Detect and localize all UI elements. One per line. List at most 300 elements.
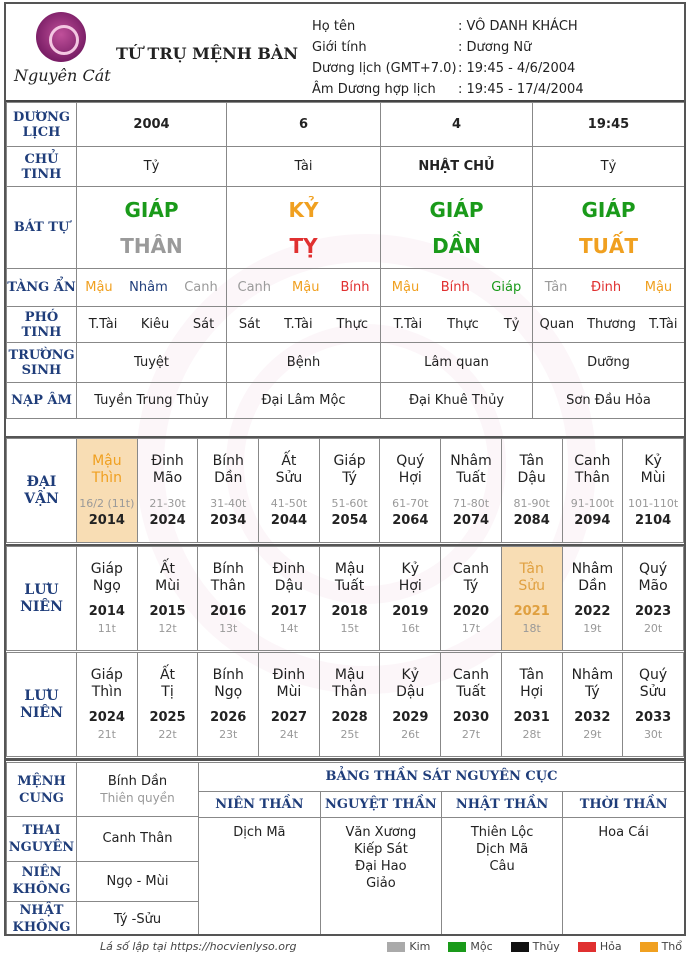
than-sat-entry: Văn Xương [345,824,417,840]
luu-nien-age: 12t [158,621,177,635]
row-label-nap_am: NẠP ÂM [7,383,77,419]
luu-nien-cell[interactable] [380,653,441,757]
hidden-stem: Mậu [292,280,320,295]
pillar-2-bat_tu [381,187,533,269]
pillar-1-truong_sinh: Bệnh [227,343,381,383]
hidden-stem: Mậu [391,280,420,295]
pillar-3-pho_tinh [533,307,685,343]
luu-nien-cell[interactable] [441,653,502,757]
luu-nien-year: 2025 [149,709,186,725]
luu-nien-cell[interactable] [441,547,502,651]
than-sat-col [320,817,441,936]
luu-nien-chi: Sửu [639,683,667,700]
row-label-luu_nien: LƯU NIÊN [7,547,77,651]
pillar-0-pho_tinh [77,307,227,343]
pillar-3-tang_an [533,269,685,307]
legend-swatch [578,942,596,952]
color-legend [369,940,682,953]
footer [0,938,690,958]
row-tang_an [7,269,685,307]
sub-star: Kiêu [140,317,170,332]
luu-nien-cell[interactable] [198,547,259,651]
luu-nien-age: 14t [279,621,299,635]
luu-nien-chi: Hợi [520,683,544,700]
luu-nien-age: 27t [461,727,481,741]
nhat_khong-value [77,901,199,936]
luu-nien-age: 11t [97,621,116,635]
pillar-2-chu_tinh: NHẬT CHỦ [381,147,533,187]
dai-van-year: 2024 [149,512,186,528]
row-truong_sinh [7,343,685,383]
legend-swatch [387,942,405,952]
luu-nien-can: Canh [452,666,490,683]
dai-van-year: 2064 [392,512,429,528]
luu-nien-year: 2017 [270,603,307,619]
menh_cung-text: Bính Dần [107,773,168,789]
thai_nguyen-text: Canh Thân [102,831,173,847]
luu-nien-chi: Mùi [155,577,180,594]
row-label-chu_tinh: CHỦ TINH [7,147,77,187]
luu-nien-cell[interactable] [198,653,259,757]
earthly-branch: TUẤT [578,233,638,258]
info-label: Giới tính [312,40,367,55]
legend-swatch [511,942,529,952]
than-sat-entry: Câu [489,858,515,874]
luu-nien-age: 16t [401,621,420,635]
pillar-1-bat_tu [227,187,381,269]
dai-van-can: Mậu [92,452,122,469]
dai-van-age: 21-30t [149,496,186,510]
than-sat-col-head: NGUYỆT THẦN [320,791,441,817]
row-label-tang_an: TÀNG ẨN [7,269,77,307]
luu-nien-age: 18t [522,621,541,635]
dai-van-chi: Dần [214,469,243,486]
dai-van-can: Ất [281,452,297,469]
luu-nien-age: 29t [583,727,602,741]
luu-nien-year: 2021 [513,603,550,619]
dai-van-cell[interactable] [441,439,502,543]
luu-nien-can: Nhâm [571,666,614,683]
pillar-3-bat_tu [533,187,685,269]
luu-nien-chi: Hợi [398,577,422,594]
luu-nien-cell[interactable] [623,653,684,757]
dai-van-age: 31-40t [210,496,247,510]
hidden-stem: Giáp [491,280,522,295]
pillar-0-nap_am: Tuyền Trung Thủy [77,383,227,419]
pillar-1-chu_tinh: Tài [227,147,381,187]
legend-label: Mộc [470,940,493,953]
luu-nien-can: Bính [212,666,244,683]
heavenly-stem: GIÁP [581,197,636,222]
legend-swatch [640,942,658,952]
dai-van-row [7,439,684,543]
luu-nien-can: Đinh [272,666,306,683]
dai-van-cell[interactable] [198,439,259,543]
than-sat-col-head: NHẬT THẦN [442,791,563,817]
luu-nien-age: 26t [401,727,420,741]
earthly-branch: DẦN [432,233,481,258]
luu-nien-can: Ất [159,560,176,577]
hidden-stem: Bính [340,280,370,295]
pillar-1-tang_an [227,269,381,307]
luu-nien-cell[interactable] [77,653,138,757]
heavenly-stem: GIÁP [124,197,179,222]
than-sat-col [199,817,320,936]
luu-nien-cell[interactable] [259,653,320,757]
row-label-nien_khong: NIÊN KHÔNG [7,861,77,901]
luu-nien-chi: Thìn [91,683,122,700]
footer-site: Lá số lập tại https://hocvienlyso.org [100,940,297,953]
luu-nien-year: 2027 [270,709,307,725]
earthly-branch: TỴ [289,233,318,258]
pillar-0-chu_tinh: Tỷ [77,147,227,187]
hidden-stems [381,280,532,295]
luu-nien-chi: Mùi [276,683,302,700]
row-bat_tu [7,187,685,269]
pillar-2-duong_lich: 4 [381,103,533,147]
pillar-2-tang_an [381,269,533,307]
row-label-nhat_khong: NHẬT KHÔNG [7,901,77,936]
luu-nien-year: 2015 [149,603,186,619]
luu-nien-cell[interactable] [319,653,380,757]
than-sat-col [563,817,684,936]
info-row [312,58,584,79]
luu-nien-year: 2016 [210,603,247,619]
info-row [312,79,584,100]
info-label: Âm Dương hợp lịch [312,82,436,97]
nien_khong-value [77,861,199,901]
dai-van-chi: Hợi [398,469,422,486]
row-chu_tinh [7,147,685,187]
pillar-0-bat_tu [77,187,227,269]
legend-item [511,940,560,953]
luu-nien-age: 24t [279,727,299,741]
luu-nien-year: 2023 [635,603,672,619]
page-title: TỨ TRỤ MỆNH BÀN [116,44,298,63]
personal-info [312,16,584,100]
luu-nien-year: 2026 [210,709,247,725]
luu-nien-can: Quý [639,560,668,577]
dai-van-chi: Thân [574,469,610,486]
dai-van-can: Quý [396,452,425,469]
dai-van-can: Bính [212,452,244,469]
luu-nien-cell[interactable] [137,547,198,651]
luu-nien-age: 15t [340,621,359,635]
luu-nien-age: 23t [219,727,238,741]
legend-swatch [448,942,466,952]
luu-nien-chi: Mão [638,577,668,594]
legend-item [448,940,492,953]
luu-nien-age: 30t [643,727,663,741]
pillar-3-truong_sinh: Dưỡng [533,343,685,383]
than-sat-entry: Đại Hao [355,858,407,874]
pillar-0-truong_sinh: Tuyệt [77,343,227,383]
legend-item [387,940,430,953]
dai-van-age: 41-50t [270,496,308,510]
luu-nien-can: Mậu [334,560,365,577]
dai-van-chi: Thìn [91,469,122,486]
dai-van-chi: Mùi [640,469,666,486]
info-value: : 19:45 - 4/6/2004 [458,61,576,76]
row-label-bat_tu: BÁT TỰ [7,187,77,269]
luu-nien-chi: Sửu [518,577,545,594]
hidden-stem: Đinh [591,280,622,295]
dai-van-cell[interactable] [501,439,562,543]
dai-van-year: 2014 [88,512,125,528]
than-sat-entry: Thiên Lộc [470,824,534,840]
four-pillars-table [6,102,685,419]
row-label-thai_nguyen: THAI NGUYÊN [7,817,77,861]
info-row [312,16,584,37]
dai-van-cell[interactable] [623,439,684,543]
logo-icon [36,12,86,62]
info-label: Dương lịch (GMT+7.0) [312,61,457,76]
header [6,4,684,102]
luu-nien-can: Ất [159,666,176,683]
dai-van-table [6,438,684,543]
sub-star: T.Tài [88,317,118,332]
dai-van-cell[interactable] [562,439,623,543]
row-nap_am [7,383,685,419]
row-label-duong_lich: DƯƠNG LỊCH [7,103,77,147]
luu-nien-table-2 [6,652,684,757]
luu-nien-can: Mậu [334,666,365,683]
pillar-0-duong_lich: 2004 [77,103,227,147]
dai-van-can: Giáp [333,452,366,469]
luu-nien-can: Giáp [90,560,123,577]
bottom-table [6,762,685,936]
dai-van-cell[interactable] [259,439,320,543]
dai-van-year: 2054 [331,512,368,528]
section-divider [6,758,684,761]
hidden-stem: Bính [440,280,470,295]
bottom-row-menh_cung [7,763,685,817]
sub-star: Thương [587,317,636,332]
heavenly-stem: GIÁP [429,197,484,222]
luu-nien-chi: Dần [578,577,607,594]
dai-van-cell[interactable] [77,439,138,543]
hidden-stem: Canh [237,280,272,295]
sub-star: T.Tài [393,317,423,332]
luu-nien-year: 2020 [452,603,490,619]
luu-nien-year: 2032 [574,709,611,725]
sub-stars [77,317,226,332]
luu-nien-chi: Thân [332,683,368,700]
luu-nien-year: 2022 [574,603,611,619]
luu-nien-year: 2033 [635,709,672,725]
dai-van-year: 2044 [270,512,307,528]
chart-page [4,2,686,936]
pillar-1-pho_tinh [227,307,381,343]
dai-van-cell[interactable] [137,439,198,543]
than-sat-entry: Hoa Cái [598,824,649,840]
luu-nien-age: 28t [522,727,541,741]
luu-nien-age: 13t [219,621,238,635]
sub-star: Sát [238,317,261,332]
legend-item [578,940,622,953]
luu-nien-cell[interactable] [623,547,684,651]
luu-nien-year: 2019 [392,603,429,619]
luu-nien-chi: Tuất [456,683,486,700]
row-label-pho_tinh: PHÓ TINH [7,307,77,343]
dai-van-can: Đinh [151,452,184,469]
hidden-stems [77,280,226,295]
luu-nien-cell[interactable] [380,547,441,651]
row-label-luu_nien: LƯU NIÊN [7,653,77,757]
info-value: : 19:45 - 17/4/2004 [458,82,584,97]
menh-cung-sub: Thiên quyền [100,790,175,805]
pillar-0-tang_an [77,269,227,307]
legend-item [640,940,682,953]
luu-nien-cell[interactable] [501,547,562,651]
luu-nien-can: Nhâm [571,560,614,577]
hidden-stems [227,280,380,295]
than-sat-title-row [199,763,684,791]
luu-nien-age: 17t [461,621,481,635]
luu-nien-year: 2029 [392,709,429,725]
dai-van-chi: Dậu [517,469,546,486]
than-sat-panel [199,763,685,937]
luu-nien-age: 21t [97,727,116,741]
luu-nien-can: Bính [212,560,244,577]
dai-van-chi: Tý [342,469,357,486]
menh_cung-value [77,763,199,817]
legend-label: Hỏa [599,940,622,953]
luu-nien-can: Tân [519,560,544,577]
luu-nien-can: Canh [452,560,490,577]
hidden-stem: Nhâm [129,280,168,295]
luu-nien-chi: Tý [585,683,600,700]
sub-star: T.Tài [284,317,313,332]
luu-nien-chi: Thân [210,577,246,594]
than-sat-body-row [199,817,684,936]
thai_nguyen-value [77,817,199,861]
pillar-3-duong_lich: 19:45 [533,103,685,147]
sub-stars [533,317,684,332]
pillar-3-nap_am: Sơn Đầu Hỏa [533,383,685,419]
luu-nien-can: Đinh [272,560,306,577]
luu-nien-cell[interactable] [562,547,623,651]
hidden-stem: Tân [544,280,568,295]
dai-van-age: 91-100t [570,496,614,510]
dai-van-year: 2074 [452,512,490,528]
pillar-3-chu_tinh: Tỷ [533,147,685,187]
dai-van-year: 2104 [635,512,672,528]
pillar-2-truong_sinh: Lâm quan [381,343,533,383]
sub-star: T.Tài [648,317,678,332]
dai-van-can: Kỷ [644,452,662,469]
dai-van-chi: Mão [152,469,183,486]
sub-star: Thực [447,317,479,332]
luu-nien-age: 20t [643,621,663,635]
sub-stars [227,317,380,332]
luu-nien-cell[interactable] [319,547,380,651]
luu-nien-age: 25t [340,727,359,741]
pillar-2-nap_am: Đại Khuê Thủy [381,383,533,419]
luu-nien-cell[interactable] [137,653,198,757]
than-sat-head-row [199,791,684,817]
luu-nien-cell[interactable] [562,653,623,757]
dai-van-chi: Tuất [456,469,486,486]
luu-nien-can: Tân [519,666,544,683]
dai-van-year: 2094 [574,512,611,528]
info-value: : VÔ DANH KHÁCH [458,19,578,34]
than-sat-entry: Dịch Mã [233,824,286,840]
nien_khong-text: Ngọ - Mùi [106,873,169,889]
luu-nien-age: 19t [583,621,602,635]
dai-van-year: 2084 [513,512,550,528]
luu-nien-year: 2028 [331,709,368,725]
luu-nien-cell[interactable] [259,547,320,651]
dai-van-chi: Sửu [275,469,303,486]
luu-nien-can: Giáp [90,666,123,683]
earthly-branch: THÂN [120,233,183,258]
info-value: : Dương Nữ [458,40,532,55]
row-duong_lich [7,103,685,147]
info-row [312,37,584,58]
row-label-menh_cung: MỆNH CUNG [7,763,77,817]
dai-van-age: 81-90t [513,496,550,510]
sub-stars [381,317,532,332]
than-sat-entry: Kiếp Sát [353,841,408,857]
luu-nien-chi: Ngọ [92,577,121,594]
than-sat-title: BẢNG THẦN SÁT NGUYÊN CỤC [199,763,684,791]
dai-van-age: 71-80t [452,496,490,510]
dai-van-can: Nhâm [450,452,492,469]
luu-nien-year: 2030 [452,709,490,725]
row-pho_tinh [7,307,685,343]
luu-nien-cell[interactable] [77,547,138,651]
legend-label: Thủy [532,940,560,953]
dai-van-year: 2034 [210,512,247,528]
legend-label: Kim [409,940,431,953]
luu-nien-chi: Dậu [396,683,425,700]
hidden-stem: Canh [184,280,218,295]
info-label: Họ tên [312,19,356,34]
dai-van-age: 51-60t [331,496,368,510]
heavenly-stem: KỶ [288,197,319,222]
luu-nien-can: Quý [639,666,668,683]
dai-van-can: Canh [574,452,611,469]
luu-nien-chi: Dậu [274,577,304,594]
hidden-stems [533,280,684,295]
row-label-dai_van: ĐẠI VẬN [7,439,77,543]
brand-name: Nguyên Cát [14,66,111,85]
pillar-1-nap_am: Đại Lâm Mộc [227,383,381,419]
luu-nien-chi: Ngọ [214,683,243,700]
pillar-2-pho_tinh [381,307,533,343]
sub-star: Tỷ [503,317,520,332]
luu-nien-year: 2031 [513,709,550,725]
luu-nien-row [7,547,684,651]
dai-van-age: 61-70t [392,496,429,510]
dai-van-cell[interactable] [380,439,441,543]
luu-nien-chi: Tý [463,577,479,594]
luu-nien-year: 2024 [88,709,125,725]
dai-van-cell[interactable] [319,439,380,543]
luu-nien-cell[interactable] [501,653,562,757]
pillar-1-duong_lich: 6 [227,103,381,147]
hidden-stem: Mậu [85,280,113,295]
sub-star: Sát [192,317,215,332]
than-sat-table [199,763,684,936]
luu-nien-chi: Tị [161,683,174,700]
than-sat-entry: Giảo [366,875,396,891]
dai-van-age: 16/2 (11t) [79,496,135,510]
dai-van-age: 101-110t [627,496,679,510]
luu-nien-year: 2014 [88,603,125,619]
luu-nien-age: 22t [158,727,177,741]
